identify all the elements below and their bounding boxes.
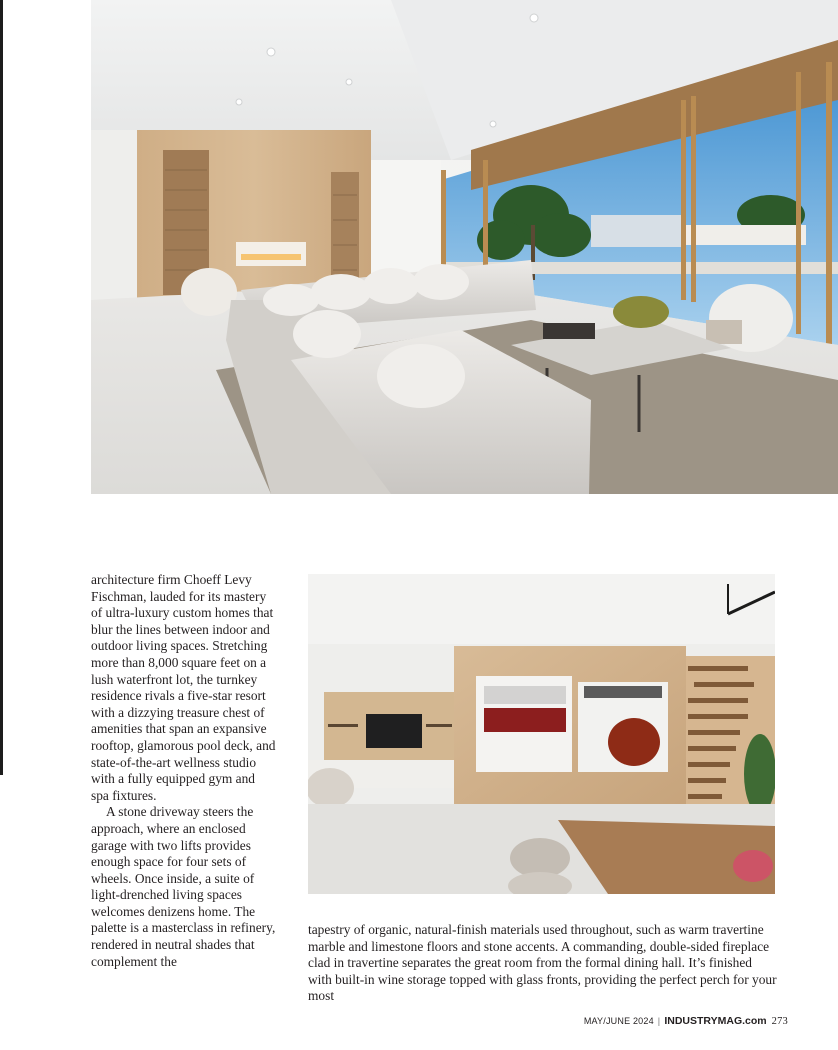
article-paragraph: tapestry of organic, natural-finish materials used throughout, such as warm travertine marble and limestone floors and stone accents. A commanding, double-sided fireplace clad in travertine separates the great room from the formal dining hall. It’s finished with built-in wine storage topped with glass fronts, providing the perfect perch for your most (308, 922, 777, 1004)
page-folio (584, 1015, 788, 1027)
site-url: INDUSTRYMAG.com (664, 1015, 767, 1027)
living-room-illustration (91, 0, 838, 494)
living-room-photo (91, 0, 838, 494)
art-wall-illustration (308, 574, 775, 894)
folio-separator: | (657, 1016, 661, 1026)
article-left-column (91, 572, 276, 970)
article-paragraph: architecture firm Choeff Levy Fischman, lauded for its mastery of ultra-luxury custom homes that blur the lines between indoor and outdoor living spaces. Stretching more than 8,000 square feet on a lush waterfront lot, the turnkey residence rivals a five-star resort with a dizzying treasure chest of amenities that span an expansive rooftop, glamorous pool deck, and state-of-the-art wellness studio with a fully equipped gym and spa fixtures. (91, 572, 276, 803)
page-number: 273 (771, 1016, 788, 1027)
issue-date: MAY/JUNE 2024 (583, 1016, 654, 1026)
article-right-column (308, 922, 778, 1005)
article-paragraph: A stone driveway steers the approach, where an enclosed garage with two lifts provides enough space for four sets of wheels. Once inside, a suite of light-drenched living spaces welcomes denizens home. The palette is a masterclass in refinery, rendered in neutral shades that complement the (91, 804, 276, 969)
art-wall-staircase-photo (308, 574, 775, 894)
page-edge-mark (0, 0, 3, 775)
